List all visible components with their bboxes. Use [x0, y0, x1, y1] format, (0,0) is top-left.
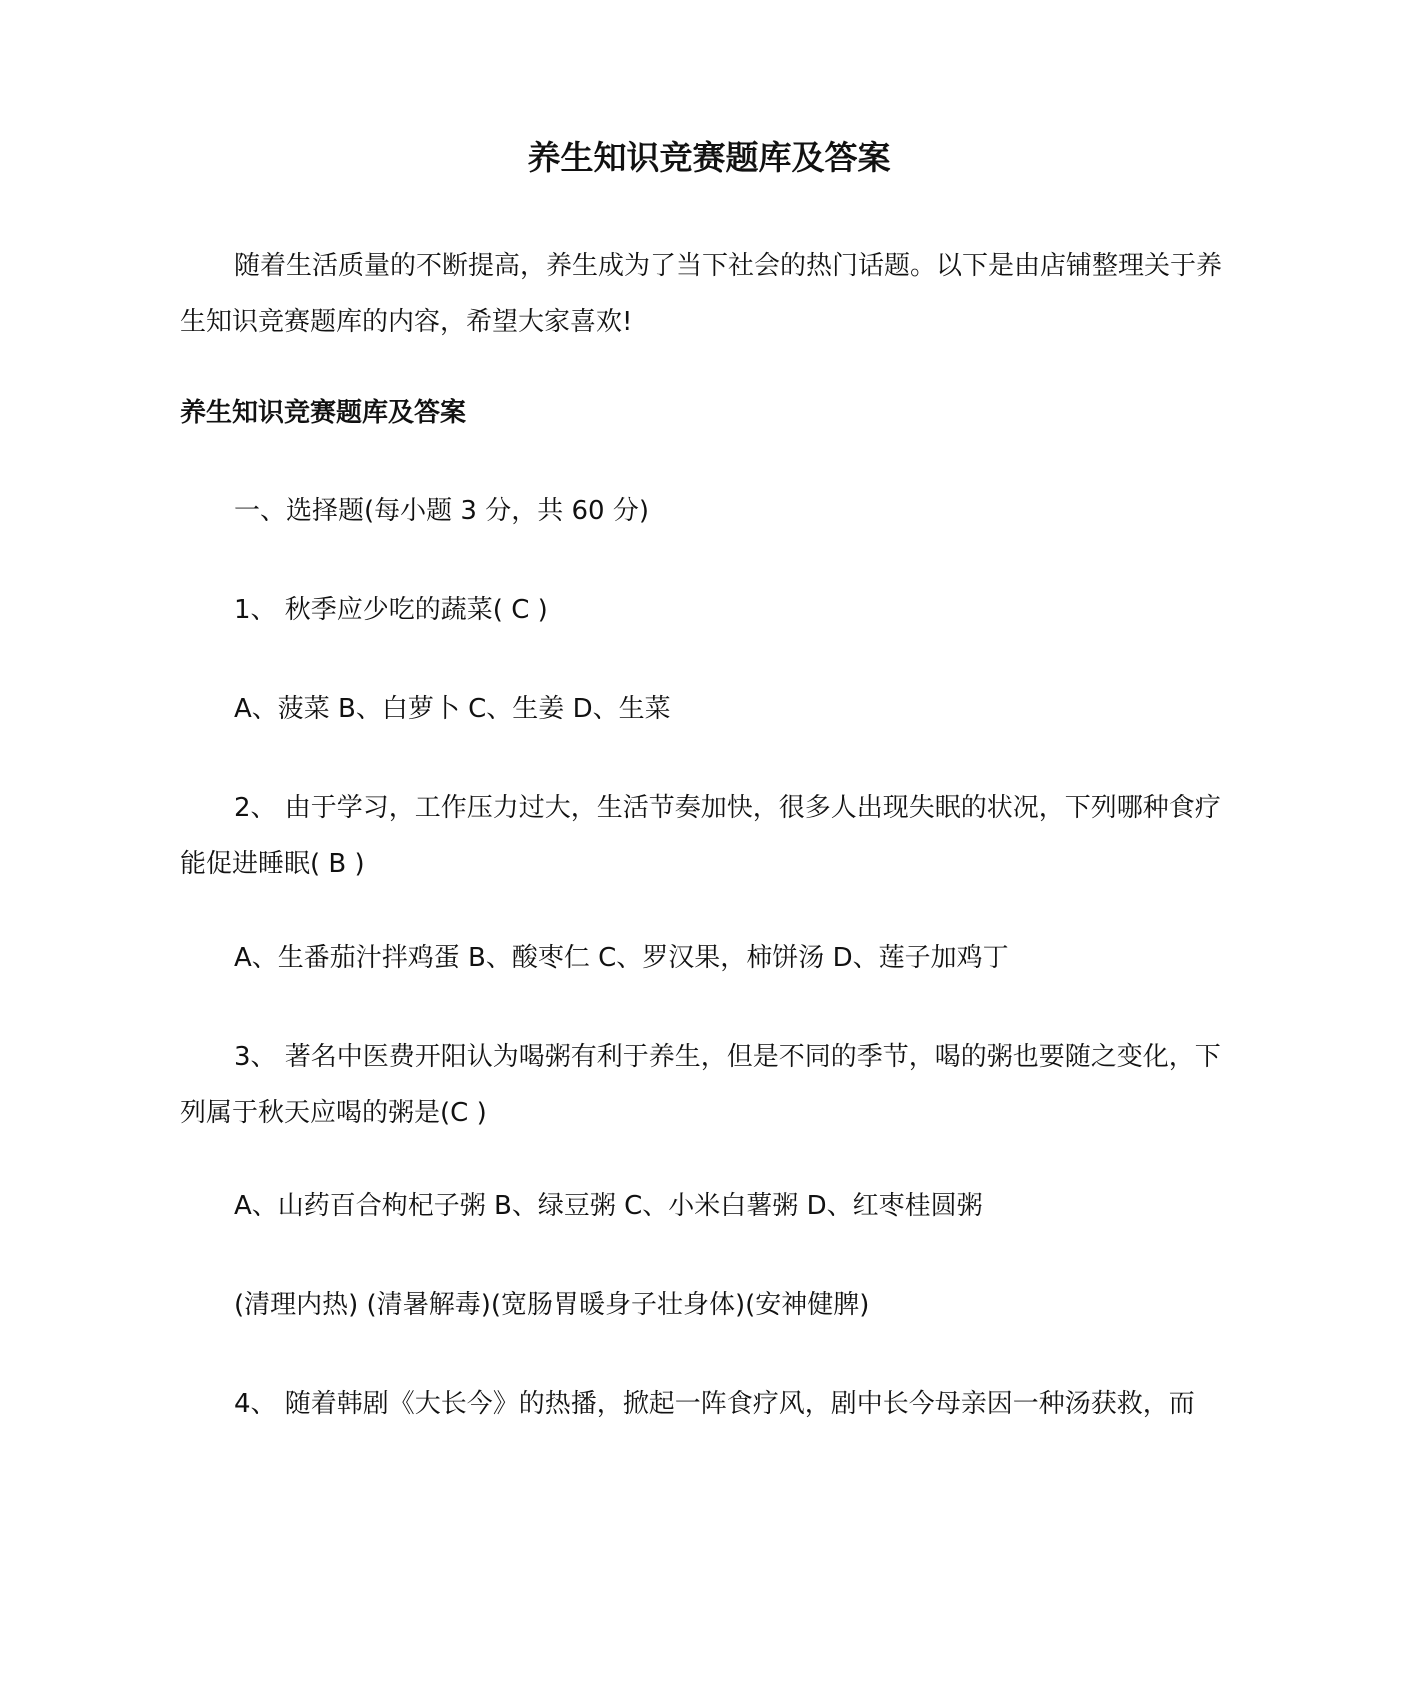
question-3: 3、 著名中医费开阳认为喝粥有利于养生，但是不同的季节，喝的粥也要随之变化，下列属于秋天应喝的粥是(C )	[180, 1042, 1221, 1128]
question-3-note: (清理内热) (清暑解毒)(宽肠胃暖身子壮身体)(安神健脾)	[234, 1290, 870, 1320]
question-3-options: A、山药百合枸杞子粥 B、绿豆粥 C、小米白薯粥 D、红枣桂圆粥	[234, 1191, 983, 1221]
question-2: 2、 由于学习，工作压力过大，生活节奏加快，很多人出现失眠的状况，下列哪种食疗能促进睡眠( B )	[180, 793, 1221, 879]
question-2-options: A、生番茄汁拌鸡蛋 B、酸枣仁 C、罗汉果，柿饼汤 D、莲子加鸡丁	[234, 943, 1009, 973]
intro-paragraph: 随着生活质量的不断提高，养生成为了当下社会的热门话题。以下是由店铺整理关于养生知识竞赛题库的内容，希望大家喜欢!	[180, 251, 1223, 337]
question-1-options: A、菠菜 B、白萝卜 C、生姜 D、生菜	[234, 694, 671, 724]
question-4: 4、 随着韩剧《大长今》的热播，掀起一阵食疗风，剧中长今母亲因一种汤获救，而	[234, 1389, 1195, 1419]
document-title: 养生知识竞赛题库及答案	[527, 138, 891, 177]
section-heading: 一、选择题(每小题 3 分，共 60 分)	[234, 496, 649, 526]
question-1: 1、 秋季应少吃的蔬菜( C )	[234, 595, 548, 625]
subheading: 养生知识竞赛题库及答案	[180, 398, 467, 428]
